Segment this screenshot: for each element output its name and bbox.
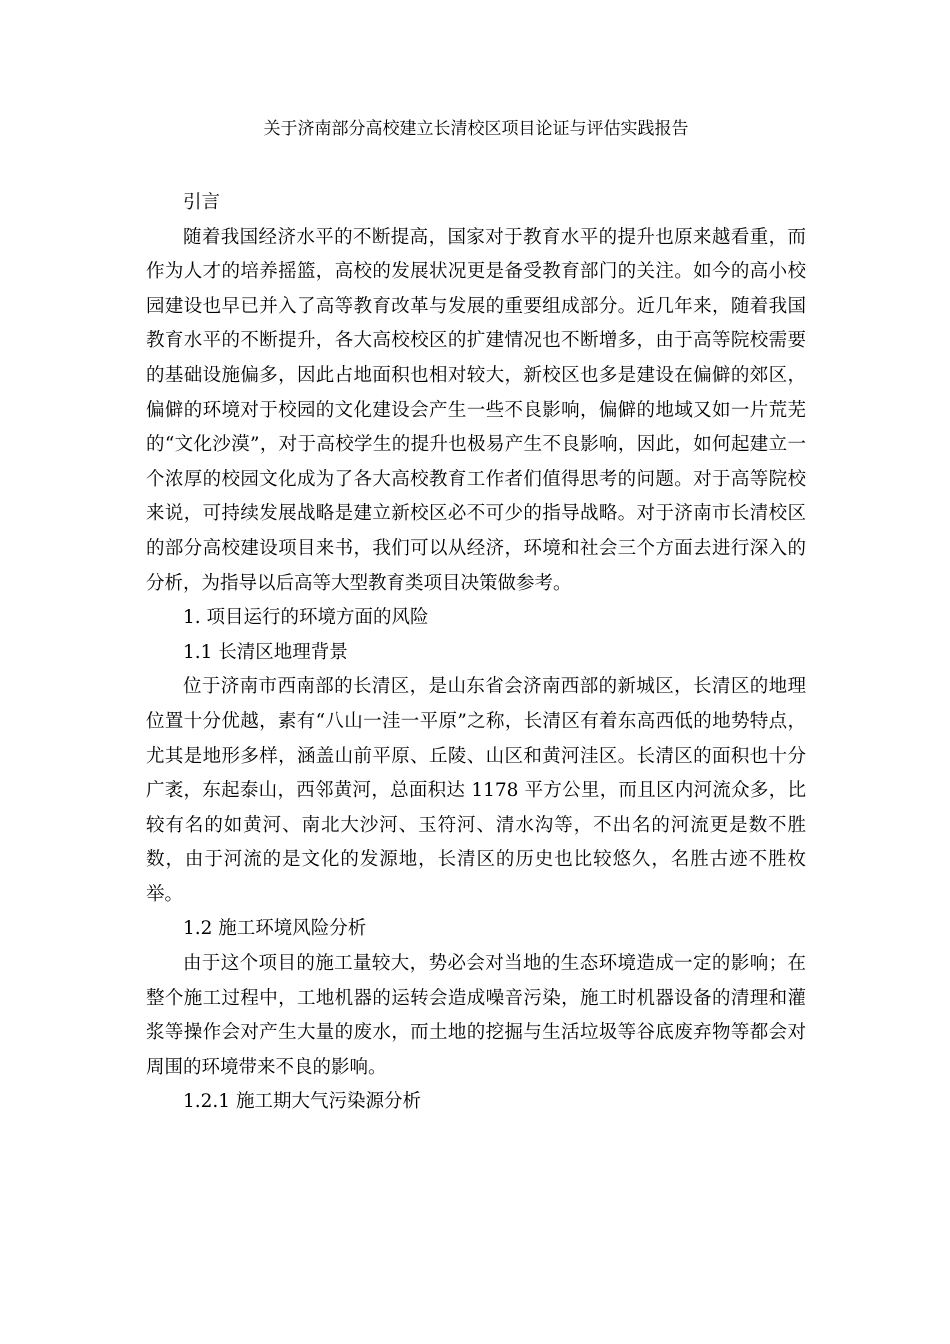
paragraph-construction-risk: 由于这个项目的施工量较大，势必会对当地的生态环境造成一定的影响；在整个施工过程中，工地机器的运转会造成噪音污染，施工时机器设备的清理和灌浆等操作会对产生大量的废水，而土地的挖掘与生活垃圾等谷底废弃物等都会对周围的环境带来不良的影响。 xyxy=(146,953,806,1078)
document-title: 关于济南部分高校建立长清校区项目论证与评估实践报告 xyxy=(263,119,689,139)
section-heading-1-1: 1.1 长清区地理背景 xyxy=(183,641,348,663)
section-heading-1: 1. 项目运行的环境方面的风险 xyxy=(183,607,429,629)
paragraph-geography: 位于济南市西南部的长清区，是山东省会济南西部的新城区，长清区的地理位置十分优越，素有“八山一洼一平原”之称，长清区有着东高西低的地势特点，尤其是地形多样，涵盖山前平原、丘陵、山区和黄河洼区。长清区的面积也十分广袤，东起泰山，西邻黄河，总面积达 1178 平方公里，而且区内河流众多，比较有名的如黄河、南北大沙河、玉符河、清水沟等，不出名的河流更是数不胜数，由于河流的是文化的发源地，长清区的历史也比较悠久，名胜古迹不胜枚举。 xyxy=(146,676,806,905)
document-body xyxy=(146,186,806,1120)
section-heading-intro: 引言 xyxy=(183,192,221,213)
section-heading-1-2-1: 1.2.1 施工期大气污染源分析 xyxy=(183,1091,421,1113)
paragraph-intro: 随着我国经济水平的不断提高，国家对于教育水平的提升也原来越看重，而作为人才的培养摇篮，高校的发展状况更是备受教育部门的关注。如今的高小校园建设也早已并入了高等教育改革与发展的重要组成部分。近几年来，随着我国教育水平的不断提升，各大高校校区的扩建情况也不断增多，由于高等院校需要的基础设施偏多，因此占地面积也相对较大，新校区也多是建设在偏僻的郊区，偏僻的环境对于校园的文化建设会产生一些不良影响，偏僻的地域又如一片荒芜的“文化沙漠”，对于高校学生的提升也极易产生不良影响，因此，如何起建立一个浓厚的校园文化成为了各大高校教育工作者们值得思考的问题。对于高等院校来说，可持续发展战略是建立新校区必不可少的指导战略。对于济南市长清校区的部分高校建设项目来书，我们可以从经济，环境和社会三个方面去进行深入的分析，为指导以后高等大型教育类项目决策做参考。 xyxy=(146,226,806,594)
section-heading-1-2: 1.2 施工环境风险分析 xyxy=(183,918,367,940)
